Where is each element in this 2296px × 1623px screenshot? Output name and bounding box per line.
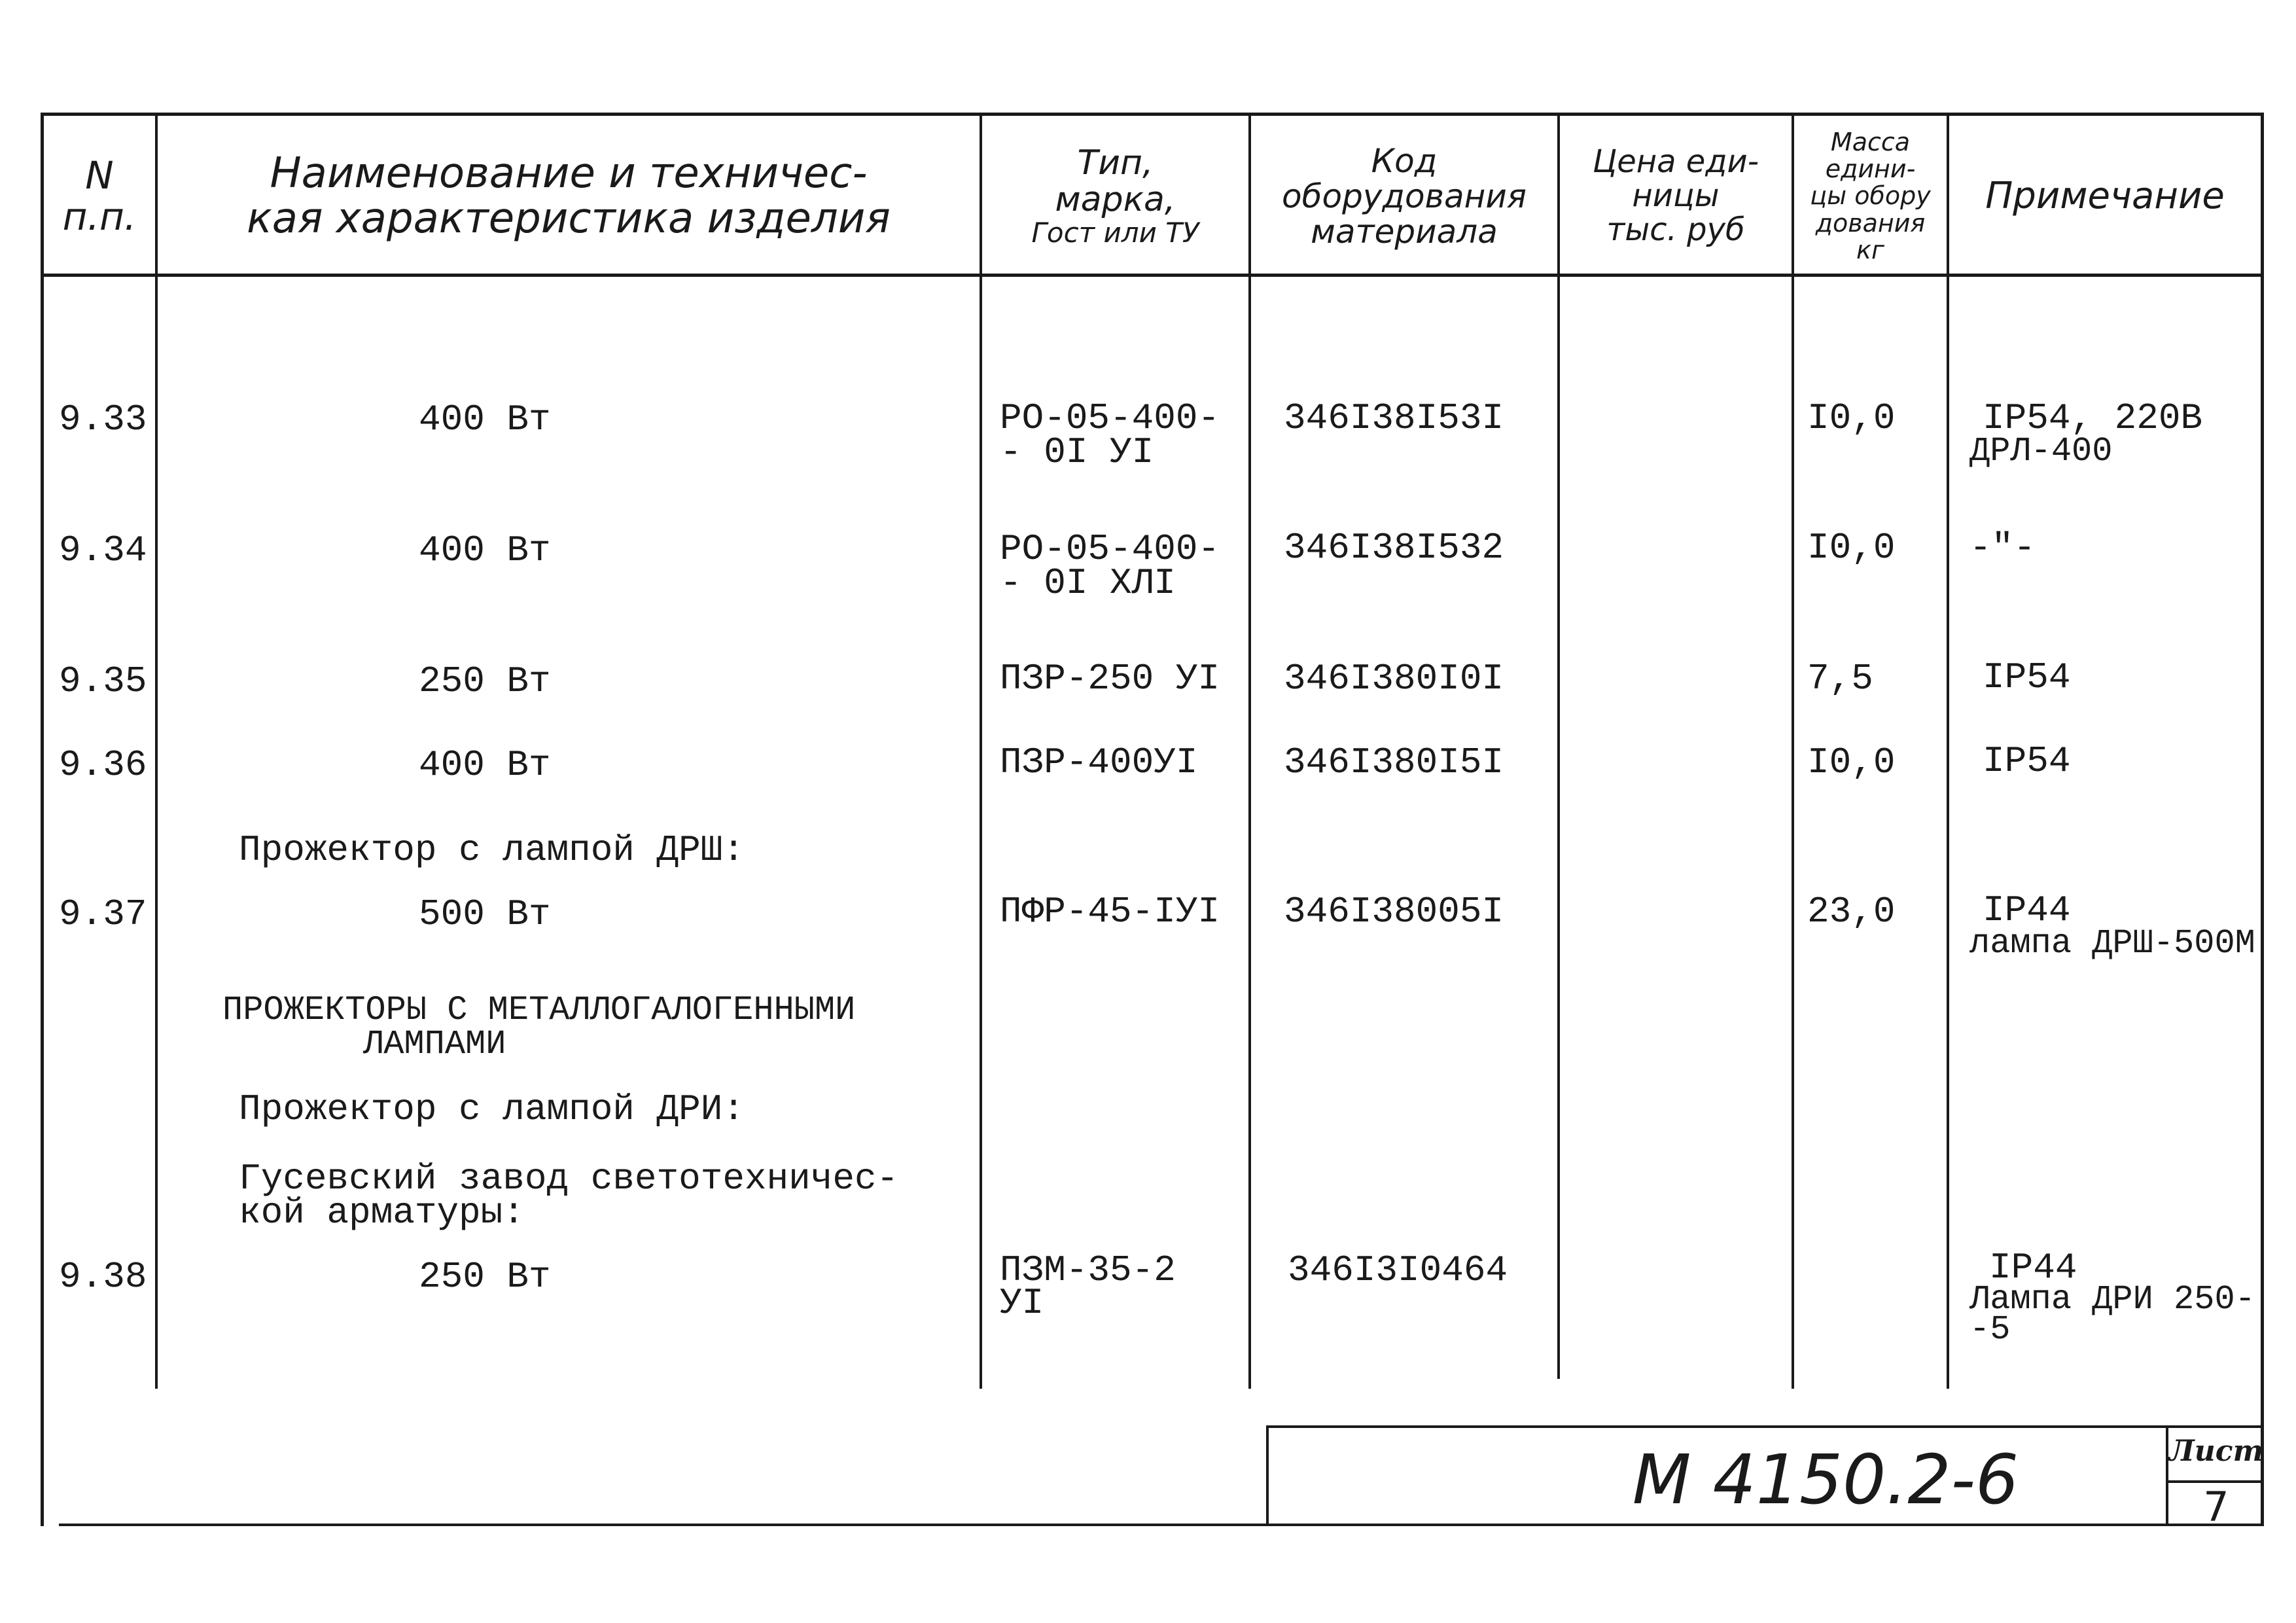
table-top-border — [41, 113, 2264, 116]
row-note: IP54 — [1983, 740, 2071, 782]
row-mass: I0,0 — [1807, 527, 1896, 569]
header-type-line: Тип, — [1077, 143, 1154, 183]
row-type: - 0I УI — [1000, 431, 1154, 473]
row-name: 400 Вт — [419, 744, 551, 786]
column-divider — [980, 113, 982, 1389]
header-type-line: марка, — [1055, 180, 1176, 220]
row-number: 9.38 — [59, 1256, 147, 1298]
header-code-line: материала — [1311, 213, 1498, 251]
row-code: 346I380I0I — [1284, 658, 1504, 700]
row-code: 346I38I532 — [1284, 527, 1504, 569]
row-type: ПЗР-400УI — [1000, 741, 1198, 783]
row-note: ДРЛ-400 — [1969, 432, 2113, 471]
group-heading: Прожектор с лампой ДРШ: — [239, 829, 745, 871]
header-mass-line: дования — [1815, 208, 1926, 238]
header-divider — [41, 274, 2264, 277]
row-note: -"- — [1969, 527, 2036, 569]
row-name: 250 Вт — [419, 1256, 551, 1298]
group-heading: Прожектор с лампой ДРИ: — [239, 1088, 745, 1130]
row-note: IP44 — [1989, 1247, 2077, 1289]
row-type: ПЗМ-35-2 — [1000, 1249, 1176, 1291]
row-note: IP44 — [1983, 889, 2071, 931]
header-mass-line: едини- — [1825, 154, 1916, 184]
manufacturer: кой арматуры: — [239, 1192, 525, 1234]
row-code: 346I3I0464 — [1288, 1249, 1508, 1291]
column-divider — [1947, 113, 1949, 1389]
section-heading: ЛАМПАМИ — [363, 1025, 506, 1063]
header-note — [1949, 121, 2261, 272]
table-bottom-border — [59, 1524, 2264, 1526]
header-note-line: Примечание — [1985, 174, 2225, 217]
header-mass-line: кг — [1856, 235, 1884, 264]
row-mass: I0,0 — [1807, 397, 1896, 439]
table-left-border — [41, 113, 44, 1526]
header-mass — [1794, 121, 1947, 272]
section-heading: ПРОЖЕКТОРЫ С МЕТАЛЛОГАЛОГЕННЫМИ — [222, 991, 856, 1029]
header-number-line: N — [85, 153, 114, 198]
row-mass: 23,0 — [1807, 891, 1896, 933]
row-note: IP54 — [1983, 656, 2071, 698]
header-code-line: Код — [1371, 142, 1438, 180]
column-divider — [1557, 113, 1560, 1379]
row-name: 400 Вт — [419, 529, 551, 571]
header-mass-line: цы обору — [1810, 181, 1931, 211]
header-price-line: ницы — [1632, 177, 1720, 215]
header-code — [1251, 121, 1557, 272]
row-name: 500 Вт — [419, 893, 551, 935]
row-type: ПЗР-250 УI — [1000, 658, 1220, 700]
header-price-line: Цена еди- — [1592, 143, 1759, 181]
header-type — [982, 121, 1248, 272]
document-code: М 4150.2-6 — [1632, 1440, 2019, 1520]
row-note: лампа ДРШ-500М — [1969, 924, 2255, 963]
header-type-line: Гост или ТУ — [1031, 217, 1199, 249]
row-note: IP54, 220В — [1983, 397, 2203, 439]
column-divider — [1248, 113, 1251, 1389]
row-type: ПФР-45-IУI — [1000, 891, 1220, 933]
header-name-line: Наименование и техничес- — [270, 149, 868, 198]
row-name: 250 Вт — [419, 660, 551, 702]
row-number: 9.37 — [59, 893, 147, 935]
row-mass: 7,5 — [1807, 658, 1873, 700]
column-divider — [155, 113, 158, 1389]
header-code-line: оборудования — [1282, 177, 1527, 215]
manufacturer: Гусевский завод светотехничес- — [239, 1158, 899, 1200]
row-mass: I0,0 — [1807, 741, 1896, 783]
row-code: 346I380I5I — [1284, 741, 1504, 783]
stamp-border — [1266, 1425, 1269, 1526]
stamp-border — [1266, 1425, 2264, 1428]
sheet-number: 7 — [2203, 1483, 2229, 1531]
row-type: РО-05-400- — [1000, 397, 1220, 439]
row-note: -5 — [1969, 1310, 2011, 1349]
row-number: 9.36 — [59, 744, 147, 786]
row-type: УI — [1000, 1282, 1044, 1324]
header-name-line: кая характеристика изделия — [247, 194, 891, 243]
header-number — [44, 121, 155, 272]
header-name — [158, 121, 980, 272]
header-price-line: тыс. руб — [1606, 211, 1745, 248]
row-number: 9.35 — [59, 660, 147, 702]
row-number: 9.33 — [59, 399, 147, 440]
row-name: 400 Вт — [419, 399, 551, 440]
row-type: - 0I ХЛI — [1000, 562, 1176, 604]
row-note: Лампа ДРИ 250- — [1969, 1280, 2255, 1319]
row-code: 346I38I53I — [1284, 397, 1504, 439]
column-divider — [1792, 113, 1794, 1389]
table-right-border — [2261, 113, 2264, 1526]
row-code: 346I38005I — [1284, 891, 1504, 933]
row-number: 9.34 — [59, 529, 147, 571]
row-type: РО-05-400- — [1000, 528, 1220, 570]
sheet-label: Лист — [2168, 1435, 2264, 1468]
header-number-line: п.п. — [62, 194, 137, 239]
header-mass-line: Масса — [1830, 128, 1911, 157]
header-price — [1560, 121, 1792, 272]
